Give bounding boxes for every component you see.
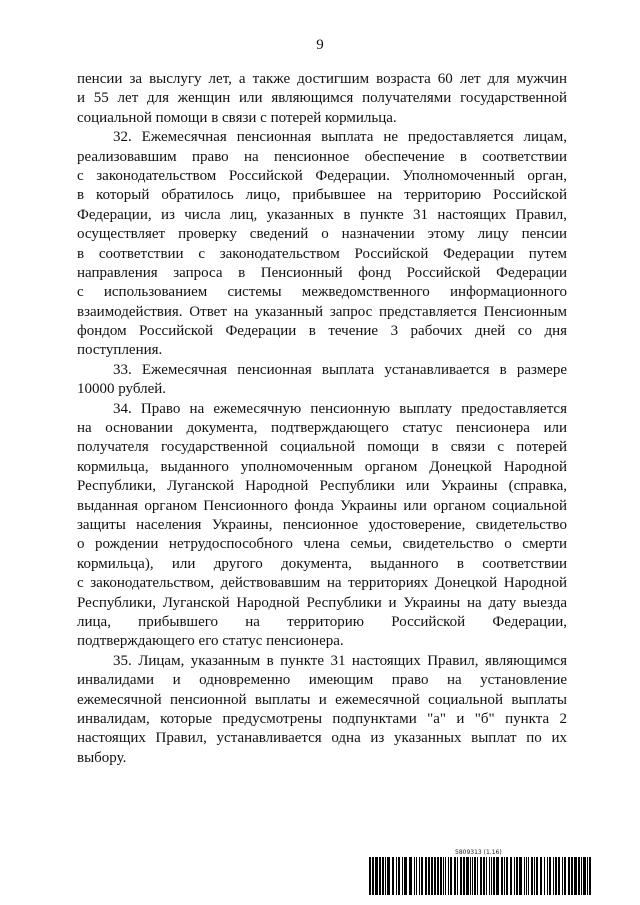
text-line: кормильца, выданного уполномоченным органом Донецкой Народной [77, 458, 567, 475]
text-line: 32. Ежемесячная пенсионная выплата не предоставляется лицам, [113, 129, 567, 146]
text-line: 33. Ежемесячная пенсионная выплата устанавливается в размере [113, 361, 567, 378]
text-line: с использованием системы межведомственного информационного [77, 284, 567, 301]
barcode-label: 5809313 (1.16) [455, 849, 502, 856]
text-line: с законодательством Российской Федерации. Уполномоченный орган, [77, 167, 567, 184]
text-line: взаимодействия. Ответ на указанный запрос представляется Пенсионным [77, 303, 567, 320]
text-line: получателя государственной социальной помощи в связи с потерей [77, 439, 567, 456]
text-line: выбору. [77, 749, 127, 766]
page-number: 9 [316, 37, 324, 53]
document-barcode-block [369, 849, 591, 895]
text-line: о рождении нетрудоспособного члена семьи, свидетельство о смерти [77, 536, 567, 553]
barcode-image [369, 857, 591, 895]
text-line: 35. Лицам, указанным в пункте 31 настоящих Правил, являющимся [113, 652, 567, 669]
text-line: в который обратилось лицо, прибывшее на территорию Российской [77, 187, 567, 204]
text-line: лица, прибывшего на территорию Российской Федерации, [77, 613, 567, 630]
text-line: пенсии за выслугу лет, а также достигшим возраста 60 лет для мужчин [77, 71, 567, 87]
text-line: направления запроса в Пенсионный фонд Российской Федерации [77, 264, 567, 281]
text-line: поступления. [77, 342, 163, 359]
text-line: и 55 лет для женщин или являющимся получателями государственной [77, 90, 567, 107]
text-line: подтверждающего его статус пенсионера. [77, 633, 344, 650]
text-line: осуществляет проверку сведений о назначении этому лицу пенсии [77, 226, 567, 243]
text-line: реализовавшим право на пенсионное обеспечение в соответствии [77, 148, 567, 165]
text-line: настоящих Правил, устанавливается одна из указанных выплат по их [77, 730, 567, 747]
document-body [77, 70, 567, 768]
text-line: социальной помощи в связи с потерей кормильца. [77, 109, 397, 126]
text-line: ежемесячной пенсионной выплаты и ежемесячной социальной выплаты [77, 691, 567, 708]
text-line: Федерации, из числа лиц, указанных в пункте 31 настоящих Правил, [77, 206, 567, 223]
text-line: 34. Право на ежемесячную пенсионную выплату предоставляется [113, 400, 567, 417]
text-line: фондом Российской Федерации в течение 3 рабочих дней со дня [77, 323, 567, 340]
text-line: в соответствии с законодательством Российской Федерации путем [77, 245, 567, 262]
text-line: кормильца), или другого документа, выданного в соответствии [77, 555, 567, 572]
text-line: инвалидами и одновременно имеющим право на установление [77, 672, 567, 689]
text-line: на основании документа, подтверждающего статус пенсионера или [77, 420, 567, 437]
text-line: инвалидам, которые предусмотрены подпунктами "а" и "б" пункта 2 [77, 710, 567, 727]
text-line: Республики, Луганской Народной Республики или Украины (справка, [77, 478, 567, 495]
text-line: 10000 рублей. [77, 381, 167, 398]
text-line: Республики, Луганской Народной Республики и Украины на дату выезда [77, 594, 567, 611]
text-line: защиты населения Украины, пенсионное удостоверение, свидетельство [77, 516, 567, 533]
text-line: с законодательством, действовавшим на территориях Донецкой Народной [77, 575, 567, 592]
text-line: выданная органом Пенсионного фонда Украины или органом социальной [77, 497, 567, 514]
